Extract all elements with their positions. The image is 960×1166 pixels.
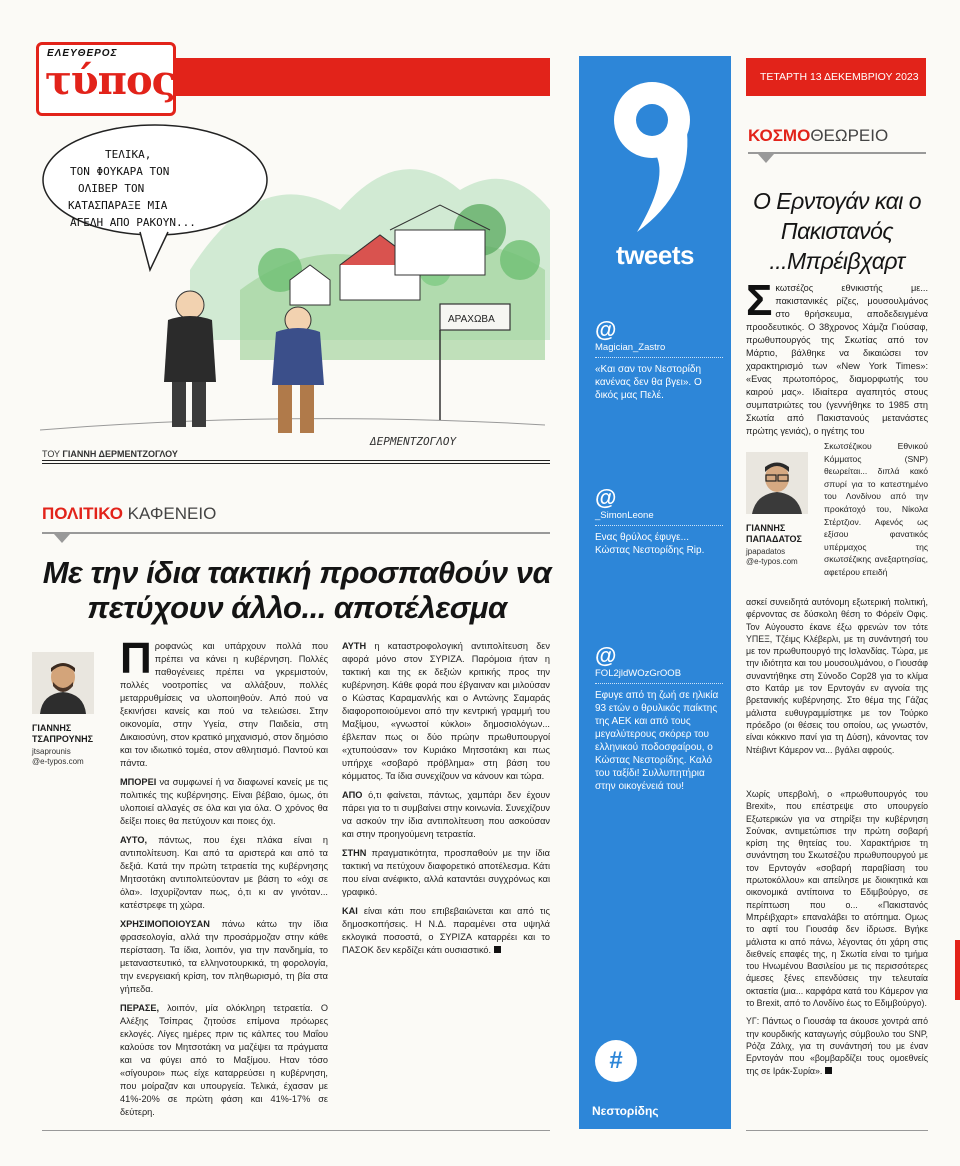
cartoon-credit: [42, 449, 178, 459]
section-label-highlight: ΚΟΣΜΟ: [748, 126, 811, 145]
article-paragraph: ασκεί συνειδητά αυτόνομη εξωτερική πολιτική, φέρνοντας σε δύσκολη θέση το Φόρεϊν Οφις. Τον Αύγουστο έκανε έξω φρενών τον τότε ΥΠΕΞ, Τζέιμς Κλέβερλι, με τη συνάντησή του με τον πρωθυπουργό της Ισλανδίας. Τώρα, με την ιδιότητα και του μουσουλμάνου, ο Γιουσάφ συναντήθηκε στη Σύνοδο Cop28 για το κλίμα στο Κατάρ με τον Ερντογάν εν αγνοία της βρετανικής κυβέρνησης. Στο θέμα της Γάζας μάλιστα ευθυγραμμίστηκε με τον Τούρκο πρόεδρο (οι θέσεις του οποίου, ως γνωστόν, είναι κόκκινο πανί για τη Δύση), κάνοντας τον Ντέιβιντ Κάμερον να... βγάλει αφρούς.: [746, 597, 928, 755]
author-first-name: ΓΙΑΝΝΗΣ: [746, 523, 786, 533]
tweet-text: Εφυγε από τη ζωή σε ηλικία 93 ετών ο θρυλικός παίκτης της ΑΕΚ και από τους μεγαλύτερους σκόρερ του ελληνικού ποδοσφαίρου, ο Κώστας Νεστορίδης. Καλό του ταξίδι! Συλλυπητήρια στην οικογένειά του!: [595, 690, 719, 792]
bottom-rule-left: [42, 1130, 550, 1131]
author-box: [32, 652, 112, 767]
tweet-item[interactable]: [595, 486, 723, 557]
tweet-handle[interactable]: FOL2jldWOzGrOOB: [595, 668, 723, 684]
author-email-user[interactable]: jtsaprounis: [32, 747, 71, 756]
article-column-2: [342, 640, 550, 963]
speech-line-1: ΤΕΛΙΚΑ,: [105, 148, 152, 161]
section-label-politiko[interactable]: [42, 504, 216, 524]
tweets-bird-icon: [597, 62, 707, 242]
tweets-column: [579, 56, 731, 1129]
article-paragraph: ΚΑΙ είναι κάτι που επιβεβαιώνεται και από τις δημοσκοπήσεις. Η Ν.Δ. παραμένει στα υψηλά εκλογικά ποσοστά, ο ΣΥΡΙΖΑ καταρρέει και το ΠΑΣΟΚ δεν κερδίζει κάτι ουσιαστικό.: [342, 906, 550, 955]
at-icon: @: [595, 485, 617, 510]
world-article-wrap: [824, 440, 928, 598]
section-rule: [748, 152, 926, 154]
cartoon-sign: [440, 304, 510, 420]
author-photo: [32, 652, 94, 714]
cartoon-divider: [42, 460, 550, 464]
speech-line-5: ΑΓΕΛΗ ΑΠΟ ΡΑΚΟΥΝ...: [70, 216, 196, 229]
section-label-kosmotheoreio[interactable]: [748, 126, 888, 146]
political-cartoon: [40, 120, 550, 450]
speech-line-2: ΤΟΝ ΦΟΥΚΑΡΑ ΤΟΝ: [70, 165, 170, 178]
cartoon-credit-prefix: ΤΟΥ: [42, 449, 60, 459]
article-paragraph: ΧΡΗΣΙΜΟΠΟΙΟΥΣΑΝ πάνω κάτω την ίδια φρασεολογία, αλλά την προσάρμοζαν στην κάθε περίσταση. Τα ίδια, λοιπόν, για την πανδημία, το μεταναστευτικό, τα ελληνοτουρκικά, τη φορολογία, την ενεργειακή κρίση, τον πληθωρισμό, τη βία στα γήπεδα.: [120, 919, 328, 994]
newspaper-logo[interactable]: [36, 42, 176, 116]
cartoon-sign-text: ΑΡΑΧΩΒΑ: [448, 314, 495, 325]
article-paragraph: ΑΠΟ ό,τι φαίνεται, πάντως, χαμπάρι δεν έχουν πάρει για το τι συμβαίνει στην κοινωνία. Συνεχίζουν να ασκούν την ίδια αντιπολίτευση που ασκούσαν και στην προηγούμενη τετραετία.: [342, 790, 550, 839]
end-mark-icon: [494, 946, 501, 953]
tweets-title: tweets: [616, 240, 694, 270]
at-icon: @: [595, 643, 617, 668]
tweet-item[interactable]: [595, 644, 723, 793]
article-paragraph: ΣΤΗΝ πραγματικότητα, προσπαθούν με την ίδια τακτική να πετύχουν διαφορετικό αποτέλεσμα. Κάτι που είναι ανέφικτο, αλλά καταντάει συγχρόνως και γραφικό.: [342, 848, 550, 897]
tweet-text: Ενας θρύλος έφυγε... Κώστας Νεστορίδης Rip.: [595, 532, 705, 556]
article-paragraph: ΜΠΟΡΕΙ να συμφωνεί ή να διαφωνεί κανείς με τις πολιτικές της κυβέρνησης. Είναι βέβαιο, όμως, ότι υλοποιεί αλλαγές σε όλα και για όλα. Ο χρόνος θα δείξει ποιες θα πετύχουν και ποιες όχι.: [120, 777, 328, 826]
tweet-handle[interactable]: Magician_Zastro: [595, 342, 723, 358]
cartoon-credit-name: ΓΙΑΝΝΗ ΔΕΡΜΕΝΤΖΟΓΛΟΥ: [62, 449, 178, 459]
article-paragraph: ΠΕΡΑΣΕ, λοιπόν, μία ολόκληρη τετραετία. Ο Αλέξης Τσίπρας ζητούσε επίμονα πρόωρες εκλογές. Λίγες ημέρες πριν τις κάλπες του Μαΐου καλούσε τον Μητσοτάκη να μαζέψει τα πράγματα και να φύγει από το Μαξίμου. Ηταν τόσο «σίγουροι» πως είχε καταρρεύσει η κυβέρνηση, που μοίραζαν και υπουργεία. Τελικά, έχασαν με 41%-20% σε πρώτη φάση και 41%-17% σε δεύτερη.: [120, 1003, 328, 1117]
section-rule: [42, 532, 550, 534]
world-article-bottom: [746, 596, 928, 1083]
article-paragraph: Σκωτσέζος εθνικιστής με... πακιστανικές ρίζες, μουσουλμάνος στο θρήσκευμα, αποδεδειγμένα προοδευτικός. Ο 38χρονος Χάμζα Γιούσαφ, πρωθυπουργός της Σκωτίας από τον Μάρτιο, βάλθηκε να δικαιώσει τον χαρακτηρισμό των «New York Times»: «Ενας πρωτοπόρος, διαμορφωτής του καιρού μας». Ιδιαίτερα αγαπητός στους συμπατριώτες του (γεννήθηκε το 1985 στη Σκωτία από Πακιστανούς μετανάστες πρώτης γενιάς), ο ηγέτης του: [746, 276, 928, 436]
article-paragraph: Χωρίς υπερβολή, ο «πρωθυπουργός του Brexit», που επέστρεψε στο υπουργείο Εξωτερικών για να στηρίξει την κυβέρνηση Σούνακ, αντιμετώπισε την πρώτη σοβαρή κρίση της θητείας του. Χαρακτήρισε τη συνάντηση του Σκωτσέζου πρωθυπουργού με τον Ερντογάν «σοβαρή παραβίαση του πρωτοκόλλου» και απείλησε με διοικητικά και οικονομικά αντίποινα το Εδιμβούργο, σε περίπτωση που ο... «Πακιστανός Μπρέιβχαρτ» επαναλάβει το ατόπημα. Ομως το αφτί του Γιουσάφ δεν ίδρωσε. Βγήκε μάλιστα κι από πάνω, λέγοντας ότι χάρη στις διεθνείς επαφές της, η Σκωτία είναι το τμήμα του Ηνωμένου Βασιλείου με τις περισσότερες άμεσες ξένες επενδύσεις την τελευταία οκταετία (μια... καρφάρα κατά του Κάμερον για το Brexit, από το Λονδίνο έως το Εδιμβούργο).: [746, 789, 928, 1009]
section-label-rest: ΚΑΦΕΝΕΙΟ: [127, 504, 217, 523]
author-email-user[interactable]: jpapadatos: [746, 547, 786, 556]
author-photo: [746, 452, 808, 514]
article-column-1: [120, 634, 328, 1125]
article-dropcap: Σ: [746, 276, 773, 325]
article-paragraph: ΑΥΤΗ η καταστροφολογική αντιπολίτευση δεν αφορά μόνο στον ΣΥΡΙΖΑ. Παρόμοια ήταν η τακτική και της εκ δεξιών κριτικής προς την κυβέρνηση. Κάθε φορά που έβγαιναν και μιλούσαν ο Κώστας Καραμανλής και ο Αντώνης Σαμαράς διαφοροποιούμενοι από την κεντρική γραμμή του Μαξίμου, «γνωστοί κύκλοι» δημοσιολόγων... έβλεπαν πως οι δύο πρώην πρωθυπουργοί «χτυπούσαν» τον Κυριάκο Μητσοτάκη και πως υπήρχε «σοβαρό πρόβλημα» στη βάση του κόμματος. Τα ίδια συνεχίζουν να κάνουν και τώρα.: [342, 641, 550, 781]
issue-date: ΤΕΤΑΡΤΗ 13 ΔΕΚΕΜΒΡΙΟΥ 2023: [760, 71, 919, 83]
article-dropcap: Π: [120, 634, 152, 683]
author-box: [746, 452, 820, 567]
author-email-domain[interactable]: @e-typos.com: [32, 757, 84, 766]
date-bar: [746, 58, 926, 96]
author-email-domain[interactable]: @e-typos.com: [746, 557, 798, 566]
cartoon-signature: ΔΕΡΜΕΝΤΖΟΓΛΟΥ: [370, 435, 457, 448]
article-paragraph: Σκωτσέζικου Εθνικού Κόμματος (SNP) θεωρείται... διπλά κακό σπυρί για το κατεστημένο του Λονδίνου από την προκάτοχό του, Νίκολα Στέρτζιον. Αφενός ως εξίσου φανατικός υπέρμαχος της σκωτσέζικης ανεξαρτησίας, αφετέρου επειδή: [824, 441, 928, 577]
tweet-text: «Και σαν τον Νεστορίδη κανένας δεν θα βγει». Ο δικός μας Πελέ.: [595, 364, 702, 401]
article-paragraph: ΑΥΤΟ, πάντως, που έχει πλάκα είναι η αντιπολίτευση. Και από τα αριστερά και από τα δεξιά. Κατά την πρώτη τετραετία της κυβέρνησης Μητσοτάκη αντιπολιτεύονταν με βάση το «όχι σε όλα». Ισχυρίζονταν πως, ό,τι κι αν γινόταν... κατέστρεφε τη χώρα.: [120, 835, 328, 910]
world-headline: Ο Ερντογάν και ο Πακιστανός ...Μπρέιβχαρτ: [752, 188, 922, 274]
page-edge-tab: [955, 940, 960, 1000]
section-pointer-icon: [54, 534, 70, 543]
author-last-name: ΤΣΑΠΡΟΥΝΗΣ: [32, 734, 94, 744]
tweet-handle[interactable]: _SimonLeone: [595, 510, 723, 526]
at-icon: @: [595, 317, 617, 342]
author-last-name: ΠΑΠΑΔΑΤΟΣ: [746, 534, 802, 544]
section-pointer-icon: [758, 154, 774, 163]
bottom-rule-right: [746, 1130, 928, 1131]
speech-line-3: ΟΛΙΒΕΡ ΤΟΝ: [78, 182, 145, 195]
hashtag-icon: #: [595, 1040, 637, 1082]
logo-main-text: τύπος: [45, 57, 175, 104]
tweet-item[interactable]: [595, 318, 723, 402]
end-mark-icon: [825, 1067, 832, 1074]
article-paragraph: Προφανώς και υπάρχουν πολλά που πρέπει να κάνει η κυβέρνηση. Πολλές παθογένειες πρέπει να γκρεμιστούν, πολλές νοοτροπίες να αλλάξουν, πολλές μεταρρυθμίσεις να υλοποιηθούν. Από πού να ξεκινήσει κανείς και πού να τελειώσει. Στην οικονομία, στην Υγεία, στην Παιδεία, στη Δικαιοσύνη, στον κρατικό μηχανισμό, στον δημόσιο και τον ιδιωτικό τομέα, στον αθλητισμό. Παντού και πάντα.: [120, 634, 328, 768]
article-headline: Με την ίδια τακτική προσπαθούν να πετύχουν άλλο... αποτέλεσμα: [42, 555, 552, 625]
speech-line-4: ΚΑΤΑΣΠΑΡΑΞΕ ΜΙΑ: [68, 199, 168, 212]
article-paragraph: ΥΓ: Πάντως ο Γιουσάφ τα άκουσε χοντρά από την κουρδικής καταγωγής σύμβουλο του SNP, Ρόζα Ζάλιχ, για τη συνάντησή του με έναν Ερντογάν που «βομβαρδίζει τους ομοεθνείς της σε Ιράκ-Συρία».: [746, 1016, 928, 1076]
world-article-top: [746, 276, 928, 444]
section-label-highlight: ΠΟΛΙΤΙΚΟ: [42, 504, 123, 523]
tweets-hashtag-topic[interactable]: Νεστορίδης: [592, 1104, 659, 1118]
author-first-name: ΓΙΑΝΝΗΣ: [32, 723, 72, 733]
logo-top-text: ΕΛΕΥΘΕΡΟΣ: [47, 48, 118, 59]
section-label-rest: ΘΕΩΡΕΙΟ: [810, 126, 889, 145]
